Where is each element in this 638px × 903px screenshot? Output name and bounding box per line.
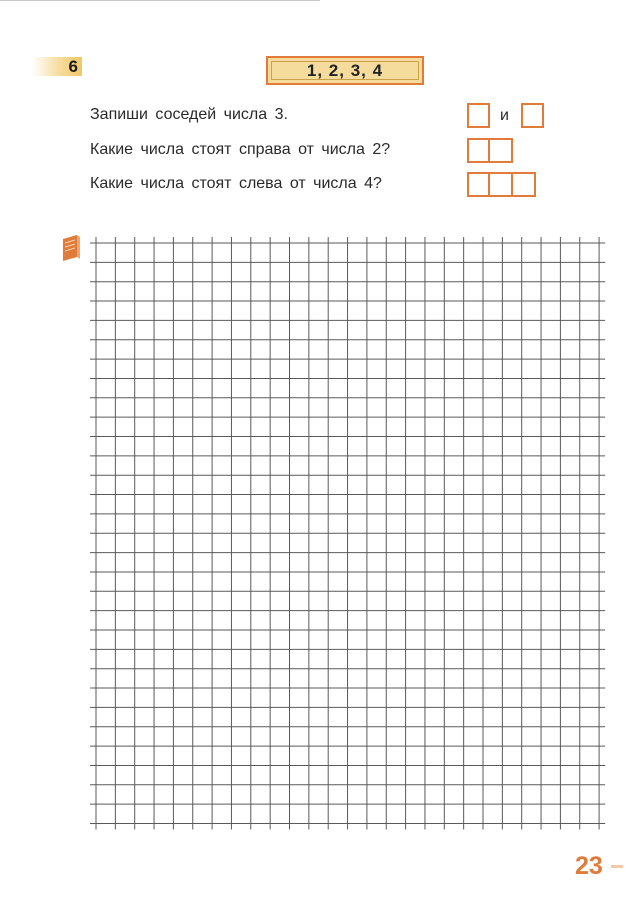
task-number: 6: [68, 57, 78, 76]
connector-and: и: [500, 107, 509, 124]
number-sequence: 1, 2, 3, 4: [271, 61, 419, 80]
page-top-rule: [0, 0, 320, 1]
answer-box[interactable]: [513, 172, 536, 197]
answer-boxes-right-of-2: [467, 138, 513, 163]
page-number-decoration: [611, 865, 623, 868]
question-neighbors: Запиши соседей числа 3.: [90, 106, 288, 123]
question-left-of-4: Какие числа стоят слева от числа 4?: [90, 175, 382, 192]
answer-boxes-left-of-4: [467, 172, 536, 197]
book-icon: [60, 233, 82, 263]
task-number-badge: [32, 57, 82, 76]
answer-box-right-neighbor[interactable]: [521, 103, 544, 128]
question-right-of-2: Какие числа стоят справа от числа 2?: [90, 141, 391, 158]
answer-box[interactable]: [490, 138, 513, 163]
squared-writing-grid[interactable]: [90, 237, 610, 839]
answer-box[interactable]: [467, 172, 490, 197]
answer-box[interactable]: [467, 138, 490, 163]
answer-box[interactable]: [490, 172, 513, 197]
page-number: 23: [575, 852, 603, 880]
answer-box-left-neighbor[interactable]: [467, 103, 490, 128]
number-sequence-box: [266, 56, 424, 85]
